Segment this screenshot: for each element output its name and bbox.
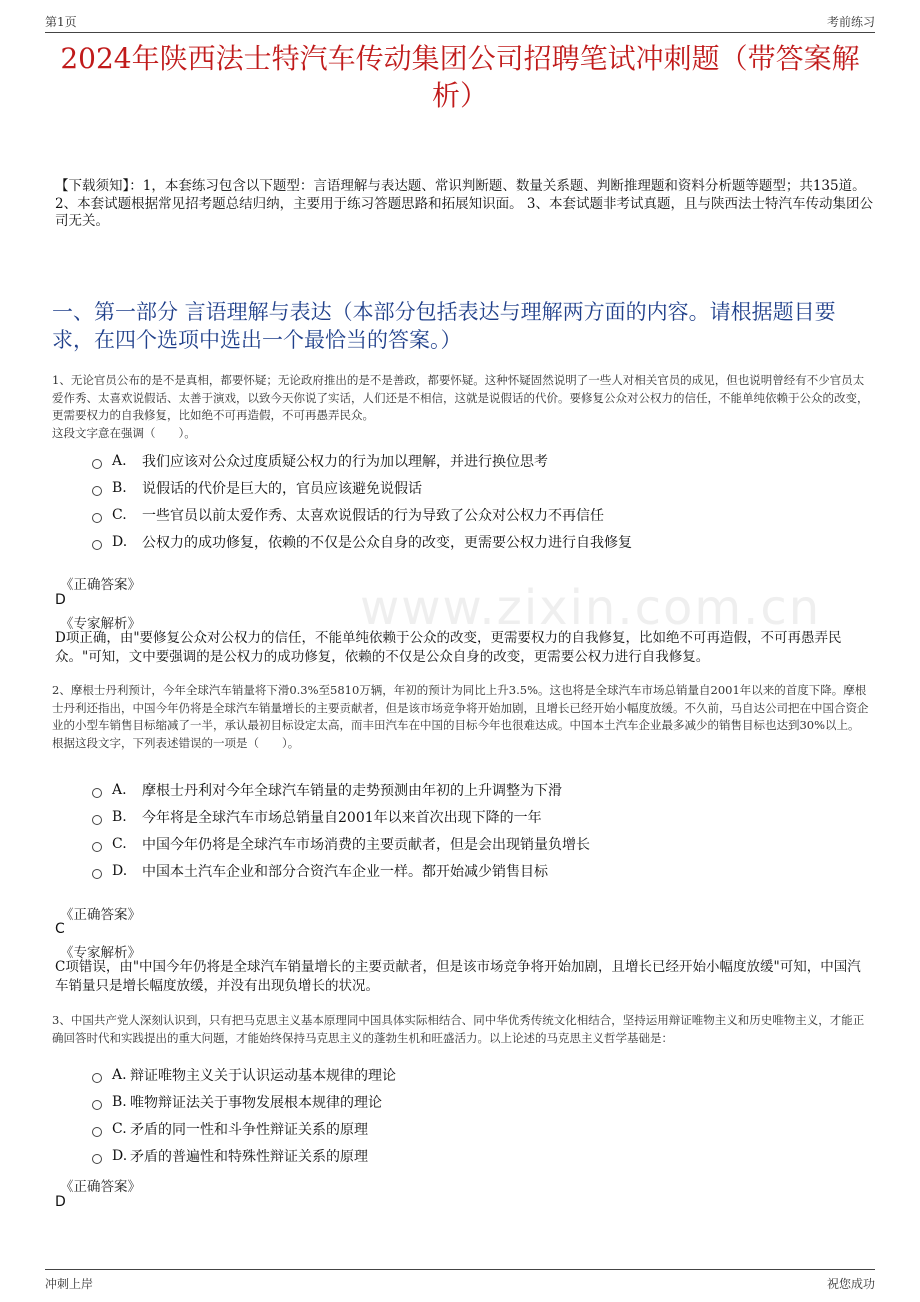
document-title: 2024年陕西法士特汽车传动集团公司招聘笔试冲刺题（带答案解析） <box>60 42 860 112</box>
radio-icon[interactable] <box>92 788 102 798</box>
radio-icon[interactable] <box>92 1154 102 1164</box>
question-3-text: 3、中国共产党人深刻认识到，只有把马克思主义基本原理同中国具体实际相结合、同中华优秀传统文化相结合，坚持运用辩证唯物主义和历史唯物主义，才能正确回答时代和实践提出的重大问题，才能始终保持马克思主义的蓬勃生机和旺盛活力。以上论述的马克思主义哲学基础是： <box>52 1013 865 1045</box>
question-1-prompt: 这段文字意在强调（ ）。 <box>52 425 196 440</box>
option-2a[interactable]: A. 摩根士丹利对今年全球汽车销量的走势预测由年初的上升调整为下滑 <box>92 776 852 803</box>
page-footer <box>45 1269 875 1292</box>
answer-label-3: 《正确答案》 <box>60 1179 141 1195</box>
analysis-label-2: 《专家解析》 <box>60 945 141 961</box>
option-2b[interactable]: B. 今年将是全球汽车市场总销量自2001年以来首次出现下降的一年 <box>92 803 852 830</box>
radio-icon[interactable] <box>92 459 102 469</box>
footer-left-text: 冲刺上岸 <box>45 1277 94 1291</box>
answer-2: C <box>55 921 65 937</box>
answer-label-2: 《正确答案》 <box>60 907 141 923</box>
question-2-stem <box>52 682 870 752</box>
radio-icon[interactable] <box>92 869 102 879</box>
question-2-prompt: 根据这段文字，下列表述错误的一项是（ ）。 <box>52 735 300 750</box>
section-heading: 一、第一部分 言语理解与表达（本部分包括表达与理解两方面的内容。请根据题目要求，在四个选项中选出一个最恰当的答案。） <box>52 300 836 352</box>
option-3a[interactable]: A. 辩证唯物主义关于认识运动基本规律的理论 <box>92 1061 852 1088</box>
question-1-stem <box>52 372 870 442</box>
analysis-1: D项正确，由"要修复公众对公权力的信任，不能单纯依赖于公众的改变，更需要权力的自我修复，比如绝不可再造假，不可再愚弄民众。"可知，文中要强调的是公权力的成功修复，依赖的不仅是公众自身的改变，更需要公权力进行自我修复。 <box>55 630 842 665</box>
option-2d[interactable]: D. 中国本土汽车企业和部分合资汽车企业一样。都开始减少销售目标 <box>92 857 852 884</box>
question-1-text: 1、无论官员公布的是不是真相，都要怀疑；无论政府推出的是不是善政，都要怀疑。这种怀疑固然说明了一些人对相关官员的成见，但也说明曾经有不少官员太爱作秀、太喜欢说假话、太善于演戏，以致今天你说了实话，人们还是不相信，这就是说假话的代价。要修复公众对公权力的信任，不能单纯依赖于公众的改变，更需要权力的自我修复，比如绝不可再造假，不可再愚弄民众。 <box>52 373 869 422</box>
option-1a[interactable]: A. 我们应该对公众过度质疑公权力的行为加以理解，并进行换位思考 <box>92 447 852 474</box>
radio-icon[interactable] <box>92 815 102 825</box>
option-3c[interactable]: C. 矛盾的同一性和斗争性辩证关系的原理 <box>92 1115 852 1142</box>
radio-icon[interactable] <box>92 1073 102 1083</box>
question-2-options <box>92 776 852 884</box>
option-3b[interactable]: B. 唯物辩证法关于事物发展根本规律的理论 <box>92 1088 852 1115</box>
answer-3: D <box>55 1194 66 1210</box>
option-1c[interactable]: C. 一些官员以前太爱作秀、太喜欢说假话的行为导致了公众对公权力不再信任 <box>92 501 852 528</box>
page-number: 第1页 <box>45 15 77 29</box>
radio-icon[interactable] <box>92 1127 102 1137</box>
radio-icon[interactable] <box>92 486 102 496</box>
question-2-text: 2、摩根士丹利预计，今年全球汽车销量将下滑0.3%至5810万辆，年初的预计为同比上升3.5%。这也将是全球汽车市场总销量自2001年以来的首度下降。摩根士丹利还指出，中国今年仍将是全球汽车销量增长的主要贡献者，但是该市场竞争将开始加剧，且增长已经开始小幅度放缓。不久前，马自达公司把在中国合资企业的小型车销售目标缩减了一半，承认最初目标设定太高，而丰田汽车在中国的目标今年也很难达成。中国本土汽车企业最多减少的销售目标也达到30%以上。 <box>52 683 869 732</box>
radio-icon[interactable] <box>92 540 102 550</box>
question-1-options <box>92 447 852 555</box>
analysis-label-1: 《专家解析》 <box>60 616 141 632</box>
option-1d[interactable]: D. 公权力的成功修复，依赖的不仅是公众自身的改变，更需要公权力进行自我修复 <box>92 528 852 555</box>
watermark: www.zixin.com.cn <box>360 580 822 636</box>
footer-right-text: 祝您成功 <box>826 1277 875 1291</box>
page-header <box>45 10 875 33</box>
answer-label-1: 《正确答案》 <box>60 577 141 593</box>
option-3d[interactable]: D. 矛盾的普遍性和特殊性辩证关系的原理 <box>92 1142 852 1169</box>
question-3-options <box>92 1061 852 1169</box>
header-tag: 考前练习 <box>826 15 875 29</box>
download-notice: 【下载须知】：1，本套练习包含以下题型：言语理解与表达题、常识判断题、数量关系题、判断推理题和资料分析题等题型；共135道。 2、本套试题根据常见招考题总结归纳，主要用于练习答题思路和拓展知识面。 3、本套试题非考试真题，且与陕西法士特汽车传动集团公司无关。 <box>55 178 873 229</box>
question-3-stem <box>52 1012 870 1047</box>
radio-icon[interactable] <box>92 842 102 852</box>
radio-icon[interactable] <box>92 1100 102 1110</box>
radio-icon[interactable] <box>92 513 102 523</box>
option-1b[interactable]: B. 说假话的代价是巨大的，官员应该避免说假话 <box>92 474 852 501</box>
analysis-2: C项错误，由"中国今年仍将是全球汽车销量增长的主要贡献者，但是该市场竞争将开始加剧，且增长已经开始小幅度放缓"可知，中国汽车销量只是增长幅度放缓，并没有出现负增长的状况。 <box>55 959 861 994</box>
answer-1: D <box>55 592 66 608</box>
option-2c[interactable]: C. 中国今年仍将是全球汽车市场消费的主要贡献者，但是会出现销量负增长 <box>92 830 852 857</box>
